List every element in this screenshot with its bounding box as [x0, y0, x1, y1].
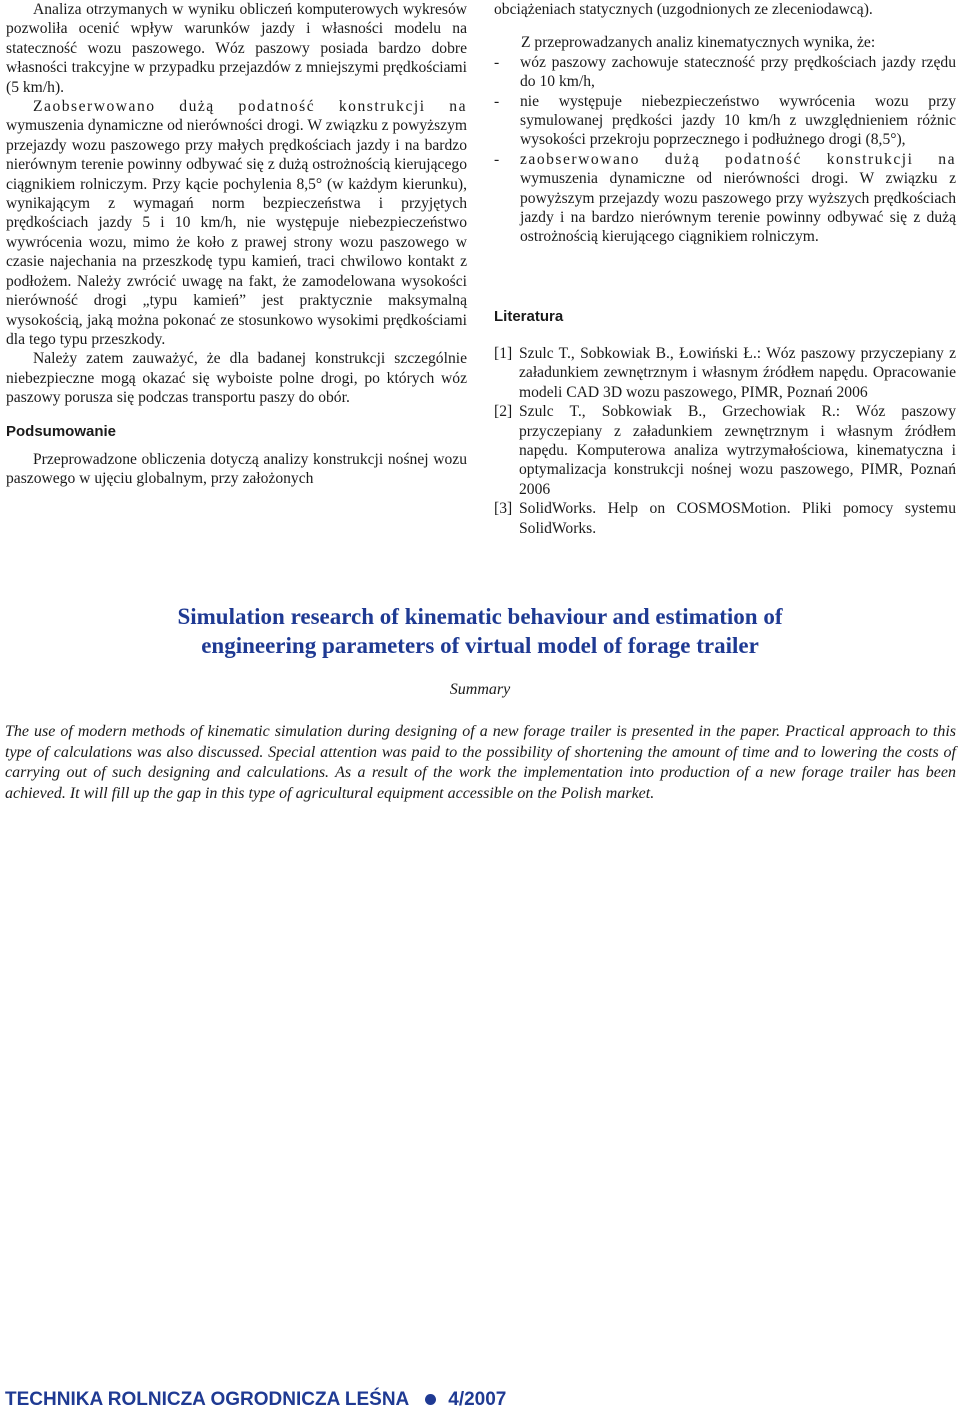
dash-marker: -	[494, 150, 500, 168]
list-item-text	[520, 150, 956, 247]
reference-text: Szulc T., Sobkowiak B., Łowiński Ł.: Wóz paszowy przyczepiany z załadunkiem zewnętrznym i własnym źródłem napędu. Opracowanie modeli CAD 3D wozu paszowego, PIMR, Poznań 2006	[519, 344, 956, 401]
spaced-text: zaobserwowano dużą podatność konstrukcji na	[520, 150, 956, 168]
reference-number: [1]	[494, 344, 513, 362]
reference-text: SolidWorks. Help on COSMOSMotion. Pliki pomocy systemu SolidWorks.	[519, 500, 956, 537]
list-item	[494, 150, 956, 247]
paragraph-conclusion: Należy zatem zauważyć, że dla badanej konstrukcji szczególnie niebezpieczne mogą okazać się wyboiste polne drogi, po których wóz paszowy porusza się podczas transportu paszy do obór.	[6, 350, 467, 407]
dash-marker: -	[494, 53, 500, 71]
reference-item	[494, 344, 956, 402]
paragraph-observation-rest: wymuszenia dynamiczne od nierówności drogi. W związku z powyższym przejazdy wozu paszowego przy małych prędkościach jazdy i na bardzo nierównym terenie powinny odbywać się z dużą ostrożnością kierującego ciągnikiem rolniczym. Przy kącie pochylenia 8,5° (w każdym kierunku), wynikającym z wymagań norm bezpieczeństwa i przyjętych prędkościach jazdy 5 i 10 km/h, nie występuje niebezpieczeństwo wywrócenia wozu, mimo że koło z prawej strony wozu paszowego w czasie najechania na przeszkodę typu kamień, traci chwilowo kontakt z podłożem. Należy zwrócić uwagę na fakt, że zamodelowana wysokości nierówność drogi „typu kamień” jest praktycznie maksymalną wysokością, jaką można pokonać ze stosunkowo wysokimi prędkościami dla tego typu przeszkody.	[6, 117, 467, 348]
reference-text: Szulc T., Sobkowiak B., Grzechowiak R.: Wóz paszowy przyczepiany z załadunkiem zewnętrznym i własnym źródłem napędu. Komputerowa analiza wytrzymałościowa, kinematyczna i optymalizacja konstrukcji nośnej wozu paszowego, PIMR, Poznań 2006	[519, 403, 956, 498]
english-summary: The use of modern methods of kinematic simulation during designing of a new forage trailer is presented in the paper. Practical approach to this type of calculations was also discussed. Special attention was paid to the possibility of shortening the amount of time and to lowering the costs of carrying out of such designing and calculations. As a result of the work the implementation into production of a new forage trailer has been achieved. It will fill up the gap in this type of agricultural equipment accessible on the Polish market.	[5, 723, 956, 802]
list-item	[494, 92, 956, 150]
reference-item	[494, 402, 956, 499]
paragraph-kinematic-intro: Z przeprowadzanych analiz kinematycznych wynika, że:	[521, 34, 876, 52]
summary-label: Summary	[449, 681, 511, 698]
paragraph-loads: obciążeniach statycznych (uzgodnionych ze zleceniodawcą).	[494, 1, 873, 18]
dash-marker: -	[494, 92, 500, 110]
english-title	[0, 602, 960, 660]
reference-number: [3]	[494, 500, 513, 518]
journal-issue: 4/2007	[448, 1389, 507, 1410]
list-item-text-rest: wymuszenia dynamiczne od nierówności drogi. W związku z powyższym przejazdy wozu paszowego przy wyższych prędkościach jazdy i na bardzo nierównym terenie powinny odbywać się z dużą ostrożnością kierującego ciągnikiem rolniczym.	[520, 170, 956, 246]
english-title-line: Simulation research of kinematic behaviour and estimation of	[177, 604, 783, 629]
list-item-text: nie występuje niebezpieczeństwo wywrócenia wozu przy symulowanej prędkości jazdy 10 km/h z uwzględnieniem różnic wysokości przekroju poprzecznego i podłużnego drogi (8,5°),	[520, 92, 956, 149]
list-item-text: wóz paszowy zachowuje stateczność przy prędkościach jazdy rzędu do 10 km/h,	[520, 53, 956, 91]
list-item	[494, 53, 956, 92]
section-heading-summary: Podsumowanie	[6, 422, 117, 440]
section-heading-literature: Literatura	[494, 307, 564, 325]
paragraph-analysis: Analiza otrzymanych w wyniku obliczeń komputerowych wykresów pozwoliła ocenić wpływ warunków jazdy i własności modelu na stateczność wozu paszowego. Wóz paszowy posiada bardzo dobre własności trakcyjne w przypadku przejazdów z mniejszymi prędkościami (5 km/h).	[6, 1, 467, 96]
reference-number: [2]	[494, 403, 513, 421]
spaced-text: Zaobserwowano dużą podatność konstrukcji na	[33, 98, 467, 116]
english-title-line: engineering parameters of virtual model of forage trailer	[201, 633, 759, 658]
journal-name: TECHNIKA ROLNICZA OGRODNICZA LEŚNA	[5, 1389, 410, 1410]
paragraph-observation	[6, 97, 467, 349]
reference-item	[494, 499, 956, 538]
bullet-icon	[425, 1394, 436, 1405]
left-column	[6, 0, 467, 488]
right-column	[494, 0, 956, 538]
paragraph-summary: Przeprowadzone obliczenia dotyczą analizy konstrukcji nośnej wozu paszowego w ujęciu globalnym, przy założonych	[6, 450, 467, 487]
